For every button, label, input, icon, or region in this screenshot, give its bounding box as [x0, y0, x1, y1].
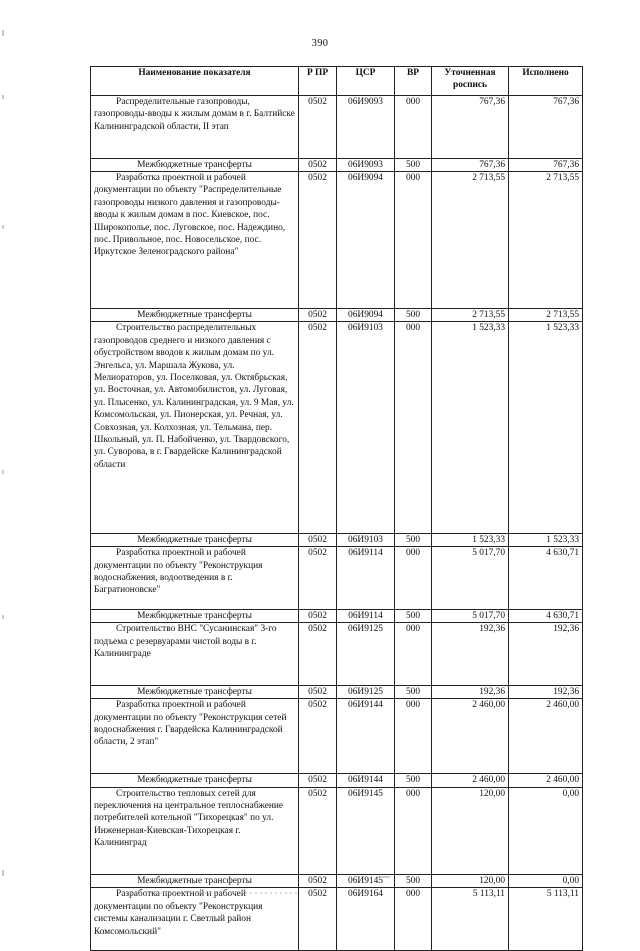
name-cell — [91, 875, 299, 888]
transfer-row — [91, 875, 583, 888]
object-row — [91, 787, 583, 874]
planned-cell: 120,00 — [432, 787, 509, 874]
indicator-name: Межбюджетные трансферты — [137, 775, 252, 786]
header-executed: Исполнено — [509, 67, 583, 96]
table-body — [91, 96, 583, 951]
indicator-name: Строительство ВНС "Сусанинская" 3-го подъема с резервуарами чистой воды в г. Калининграде — [94, 624, 277, 660]
name-cell — [91, 888, 299, 951]
planned-cell: 120,00 — [432, 875, 509, 888]
table-header-row — [91, 67, 583, 96]
vr-cell: 500 — [395, 158, 432, 171]
csr-cell: 06И9103 — [337, 533, 395, 546]
vr-cell: 000 — [395, 172, 432, 309]
csr-cell: 06И9164 — [337, 888, 395, 951]
transfer-row — [91, 309, 583, 322]
transfer-row — [91, 774, 583, 787]
header-planned: Уточненная роспись — [432, 67, 509, 96]
csr-cell: 06И9103 — [337, 322, 395, 533]
rpr-cell: 0502 — [299, 96, 337, 159]
indicator-name: Разработка проектной и рабочей документации по объекту "Реконструкция сетей водоснабжения г. Гвардейска Калининградской области, 2 этап" — [94, 700, 287, 748]
vr-cell: 000 — [395, 547, 432, 610]
indicator-name: Строительство распределительных газопроводов среднего и низкого давления с обустройством вводов к жилым домам по ул. Энгельса, ул. Маршала Жукова, ул. Мелиораторов, ул. Поселковая, ул. Октябрьская, ул. Восточная, ул. Автомобилистов, ул. Луговая, ул. Плысенко, ул. Калининградская, ул. 9 Мая, ул. Комсомольская, ул. Пионерская, ул. Речная, ул. Совхозная, ул. Колхозная, ул. Тельмана, пер. Школьный, ул. П. Набойченко, ул. Твардовского, ул. Суворова, в г. Гвардейске Калининградской области — [94, 323, 294, 470]
object-row — [91, 699, 583, 774]
csr-cell: 06И9093 — [337, 96, 395, 159]
planned-cell: 1 523,33 — [432, 322, 509, 533]
rpr-cell: 0502 — [299, 623, 337, 686]
indicator-name: Распределительные газопроводы, газопроводы-вводы к жилым домам в г. Балтийске Калининградской области, II этап — [94, 97, 295, 132]
indicator-name: Межбюджетные трансферты — [137, 534, 252, 545]
name-cell — [91, 172, 299, 309]
indicator-name: Межбюджетные трансферты — [137, 686, 252, 697]
rpr-cell: 0502 — [299, 787, 337, 874]
planned-cell: 1 523,33 — [432, 533, 509, 546]
csr-cell: 06И9094 — [337, 172, 395, 309]
name-cell — [91, 609, 299, 622]
name-cell — [91, 547, 299, 610]
indicator-name: Разработка проектной и рабочей документации по объекту "Распределительные газопроводы низкого давления и газопроводы-вводы к жилым домам в пос. Киевское, пос. Широкополье, пос. Луговское, пос. Надеждино, пос. Привольное, пос. Новосельское, пос. Иркутское Зеленоградского района" — [94, 173, 286, 258]
executed-cell: 767,36 — [509, 158, 583, 171]
header-rpr: Р ПР — [299, 67, 337, 96]
object-row — [91, 623, 583, 686]
indicator-name: Межбюджетные трансферты — [137, 310, 252, 320]
executed-cell: 2 713,55 — [509, 172, 583, 309]
transfer-row — [91, 685, 583, 698]
name-cell — [91, 774, 299, 787]
executed-cell: 0,00 — [509, 787, 583, 874]
planned-cell: 767,36 — [432, 158, 509, 171]
object-row — [91, 888, 583, 951]
executed-cell: 1 523,33 — [509, 533, 583, 546]
csr-cell: 06И9144 — [337, 699, 395, 774]
vr-cell: 500 — [395, 875, 432, 888]
indicator-name: Разработка проектной и рабочей документации по объекту "Реконструкция системы канализации г. Светлый район Комсомольский" — [94, 889, 263, 937]
rpr-cell: 0502 — [299, 158, 337, 171]
executed-cell: 1 523,33 — [509, 322, 583, 533]
executed-cell: 192,36 — [509, 685, 583, 698]
name-cell — [91, 96, 299, 159]
planned-cell: 192,36 — [432, 623, 509, 686]
executed-cell: 4 630,71 — [509, 547, 583, 610]
object-row — [91, 322, 583, 533]
planned-cell: 2 460,00 — [432, 699, 509, 774]
csr-cell: 06И9125 — [337, 623, 395, 686]
header-vr: ВР — [395, 67, 432, 96]
rpr-cell: 0502 — [299, 685, 337, 698]
vr-cell: 500 — [395, 533, 432, 546]
executed-cell: 2 460,00 — [509, 699, 583, 774]
name-cell — [91, 699, 299, 774]
rpr-cell: 0502 — [299, 322, 337, 533]
rpr-cell: 0502 — [299, 172, 337, 309]
csr-cell: 06И9093 — [337, 158, 395, 171]
name-cell — [91, 309, 299, 322]
executed-cell: 4 630,71 — [509, 609, 583, 622]
csr-cell: 06И9094 — [337, 309, 395, 322]
budget-execution-table — [90, 66, 583, 951]
object-row — [91, 96, 583, 159]
rpr-cell: 0502 — [299, 888, 337, 951]
vr-cell: 500 — [395, 609, 432, 622]
executed-cell: 0,00 — [509, 875, 583, 888]
csr-cell: 06И9125 — [337, 685, 395, 698]
rpr-cell: 0502 — [299, 699, 337, 774]
executed-cell: 192,36 — [509, 623, 583, 686]
vr-cell: 500 — [395, 774, 432, 787]
indicator-name: Строительство тепловых сетей для переключения на центральное теплоснабжение потребителей котельной "Тихорецкая" по ул. Инженерная-Киевская-Тихорецкая г. Калининград — [94, 788, 284, 849]
object-row — [91, 547, 583, 610]
planned-cell: 5 017,70 — [432, 609, 509, 622]
csr-cell: 06И9114 — [337, 609, 395, 622]
rpr-cell: 0502 — [299, 309, 337, 322]
indicator-name: Межбюджетные трансферты — [137, 610, 252, 621]
planned-cell: 2 713,55 — [432, 172, 509, 309]
csr-cell: 06И9114 — [337, 547, 395, 610]
indicator-name: Разработка проектной и рабочей документации по объекту "Реконструкция водоснабжения, водоотведения в г. Багратионовске" — [94, 548, 263, 596]
indicator-name: Межбюджетные трансферты — [137, 876, 252, 886]
name-cell — [91, 322, 299, 533]
rpr-cell: 0502 — [299, 875, 337, 888]
vr-cell: 000 — [395, 322, 432, 533]
csr-cell: 06И9145 — [337, 875, 395, 888]
name-cell — [91, 787, 299, 874]
vr-cell: 500 — [395, 309, 432, 322]
vr-cell: 500 — [395, 685, 432, 698]
planned-cell: 767,36 — [432, 96, 509, 159]
vr-cell: 000 — [395, 888, 432, 951]
planned-cell: 2 460,00 — [432, 774, 509, 787]
rpr-cell: 0502 — [299, 533, 337, 546]
planned-cell: 2 713,55 — [432, 309, 509, 322]
name-cell — [91, 685, 299, 698]
rpr-cell: 0502 — [299, 609, 337, 622]
planned-cell: 5 017,70 — [432, 547, 509, 610]
csr-cell: 06И9145 — [337, 787, 395, 874]
executed-cell: 5 113,11 — [509, 888, 583, 951]
header-name: Наименование показателя — [91, 67, 299, 96]
rpr-cell: 0502 — [299, 774, 337, 787]
object-row — [91, 172, 583, 309]
executed-cell: 2 460,00 — [509, 774, 583, 787]
name-cell — [91, 158, 299, 171]
planned-cell: 192,36 — [432, 685, 509, 698]
indicator-name: Межбюджетные трансферты — [137, 159, 252, 170]
transfer-row — [91, 609, 583, 622]
transfer-row — [91, 158, 583, 171]
name-cell — [91, 533, 299, 546]
vr-cell: 000 — [395, 623, 432, 686]
planned-cell: 5 113,11 — [432, 888, 509, 951]
name-cell — [91, 623, 299, 686]
page-number: 390 — [311, 38, 329, 49]
vr-cell: 000 — [395, 699, 432, 774]
vr-cell: 000 — [395, 96, 432, 159]
csr-cell: 06И9144 — [337, 774, 395, 787]
vr-cell: 000 — [395, 787, 432, 874]
executed-cell: 767,36 — [509, 96, 583, 159]
header-csr: ЦСР — [337, 67, 395, 96]
rpr-cell: 0502 — [299, 547, 337, 610]
transfer-row — [91, 533, 583, 546]
executed-cell: 2 713,55 — [509, 309, 583, 322]
